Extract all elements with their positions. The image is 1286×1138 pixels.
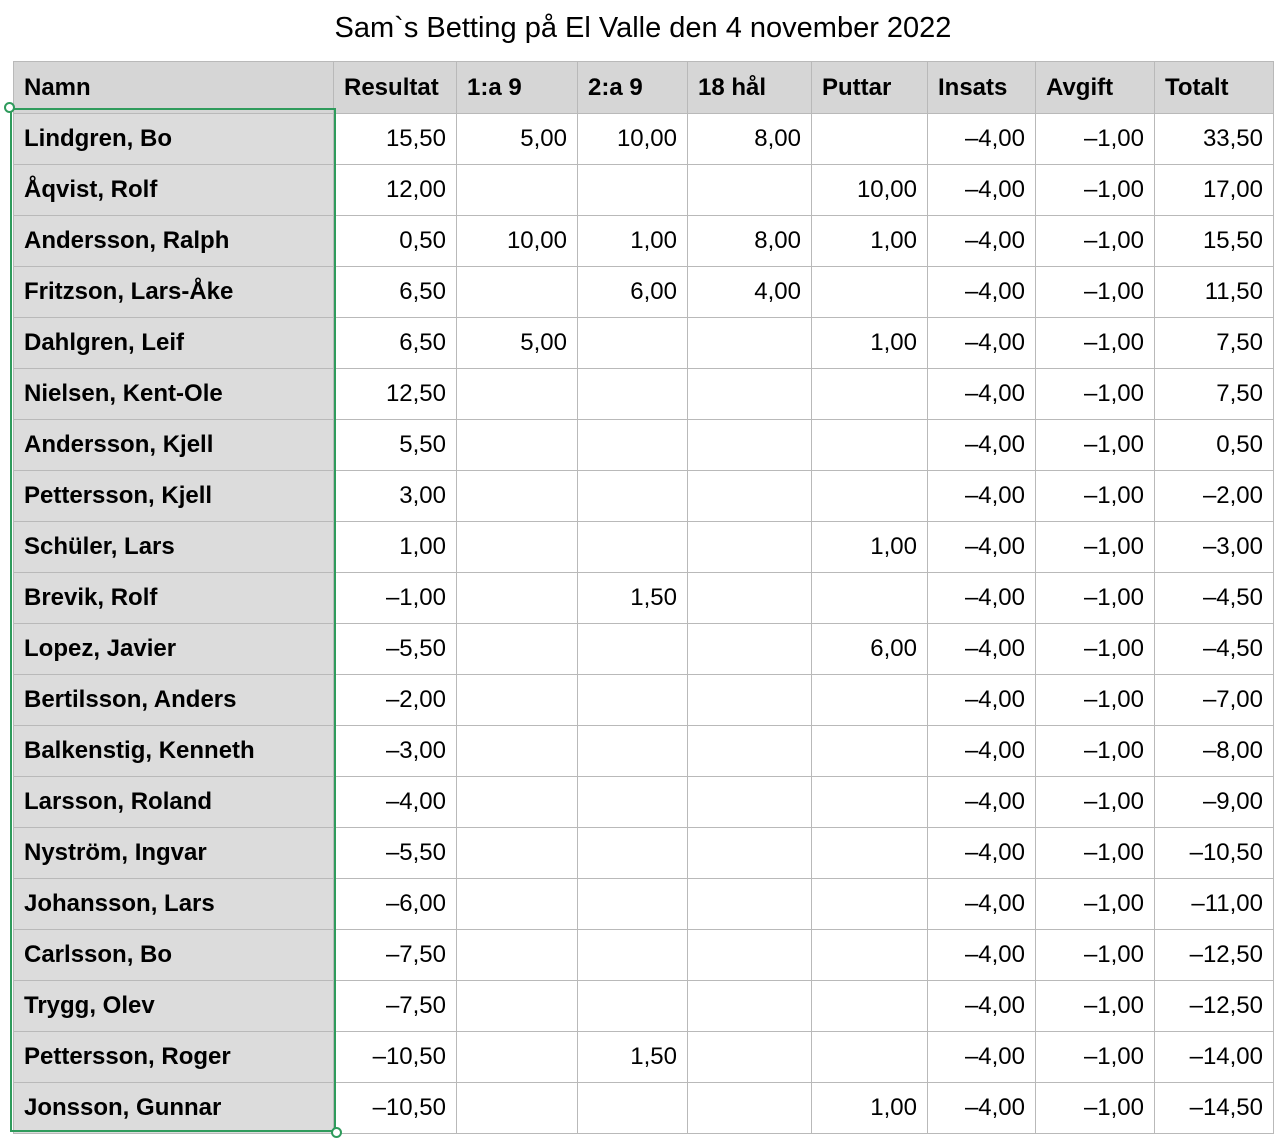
value-cell[interactable]	[457, 1083, 578, 1134]
value-cell[interactable]: –7,50	[334, 981, 457, 1032]
value-cell[interactable]: 6,50	[334, 318, 457, 369]
value-cell[interactable]: –1,00	[1036, 1032, 1155, 1083]
value-cell[interactable]	[457, 165, 578, 216]
spreadsheet-table[interactable]	[13, 61, 1274, 1134]
column-header[interactable]: Insats	[928, 62, 1036, 114]
value-cell[interactable]	[812, 420, 928, 471]
value-cell[interactable]	[457, 726, 578, 777]
value-cell[interactable]: –1,00	[1036, 981, 1155, 1032]
name-cell[interactable]: Balkenstig, Kenneth	[14, 726, 334, 777]
value-cell[interactable]: –4,00	[928, 471, 1036, 522]
value-cell[interactable]	[688, 828, 812, 879]
value-cell[interactable]: 12,50	[334, 369, 457, 420]
name-cell[interactable]: Lindgren, Bo	[14, 114, 334, 165]
value-cell[interactable]	[812, 930, 928, 981]
value-cell[interactable]	[812, 573, 928, 624]
value-cell[interactable]: 10,00	[812, 165, 928, 216]
value-cell[interactable]	[578, 318, 688, 369]
value-cell[interactable]: –1,00	[1036, 471, 1155, 522]
value-cell[interactable]: 33,50	[1155, 114, 1274, 165]
column-header[interactable]: 1:a 9	[457, 62, 578, 114]
name-cell[interactable]: Nyström, Ingvar	[14, 828, 334, 879]
value-cell[interactable]	[688, 777, 812, 828]
value-cell[interactable]: –1,00	[1036, 726, 1155, 777]
value-cell[interactable]: –4,00	[928, 267, 1036, 318]
value-cell[interactable]: 6,00	[812, 624, 928, 675]
value-cell[interactable]: 8,00	[688, 114, 812, 165]
value-cell[interactable]: 1,00	[334, 522, 457, 573]
value-cell[interactable]: –12,50	[1155, 981, 1274, 1032]
value-cell[interactable]	[578, 420, 688, 471]
value-cell[interactable]: 8,00	[688, 216, 812, 267]
value-cell[interactable]	[812, 114, 928, 165]
value-cell[interactable]: –4,00	[928, 114, 1036, 165]
table-row	[14, 165, 1274, 216]
value-cell[interactable]	[457, 420, 578, 471]
value-cell[interactable]: –11,00	[1155, 879, 1274, 930]
value-cell[interactable]: –3,00	[334, 726, 457, 777]
value-cell[interactable]: –4,00	[928, 624, 1036, 675]
name-cell[interactable]: Lopez, Javier	[14, 624, 334, 675]
name-cell[interactable]: Nielsen, Kent-Ole	[14, 369, 334, 420]
name-cell[interactable]: Johansson, Lars	[14, 879, 334, 930]
value-cell[interactable]	[688, 879, 812, 930]
table-row	[14, 981, 1274, 1032]
value-cell[interactable]	[578, 777, 688, 828]
value-cell[interactable]: –4,00	[928, 573, 1036, 624]
value-cell[interactable]: –10,50	[1155, 828, 1274, 879]
value-cell[interactable]	[688, 1083, 812, 1134]
value-cell[interactable]: –1,00	[1036, 675, 1155, 726]
value-cell[interactable]	[578, 675, 688, 726]
table-row	[14, 216, 1274, 267]
table-row	[14, 318, 1274, 369]
value-cell[interactable]: –4,00	[928, 828, 1036, 879]
value-cell[interactable]	[457, 369, 578, 420]
value-cell[interactable]: 12,00	[334, 165, 457, 216]
value-cell[interactable]: 15,50	[1155, 216, 1274, 267]
column-header[interactable]: 18 hål	[688, 62, 812, 114]
table-row	[14, 522, 1274, 573]
value-cell[interactable]: –4,00	[928, 981, 1036, 1032]
value-cell[interactable]: –4,00	[334, 777, 457, 828]
value-cell[interactable]: 4,00	[688, 267, 812, 318]
value-cell[interactable]: –10,50	[334, 1083, 457, 1134]
table-row	[14, 267, 1274, 318]
value-cell[interactable]: –8,00	[1155, 726, 1274, 777]
name-cell[interactable]: Dahlgren, Leif	[14, 318, 334, 369]
value-cell[interactable]	[457, 828, 578, 879]
value-cell[interactable]: 5,00	[457, 318, 578, 369]
column-header[interactable]: Puttar	[812, 62, 928, 114]
value-cell[interactable]: 11,50	[1155, 267, 1274, 318]
value-cell[interactable]: –1,00	[1036, 1083, 1155, 1134]
value-cell[interactable]	[812, 981, 928, 1032]
value-cell[interactable]: 1,00	[812, 318, 928, 369]
value-cell[interactable]: –4,00	[928, 318, 1036, 369]
value-cell[interactable]	[578, 828, 688, 879]
table-row	[14, 777, 1274, 828]
value-cell[interactable]: –1,00	[1036, 420, 1155, 471]
name-cell[interactable]: Carlsson, Bo	[14, 930, 334, 981]
value-cell[interactable]	[812, 267, 928, 318]
value-cell[interactable]	[457, 1032, 578, 1083]
value-cell[interactable]: 1,00	[812, 216, 928, 267]
value-cell[interactable]: –4,00	[928, 1032, 1036, 1083]
value-cell[interactable]: 7,50	[1155, 369, 1274, 420]
value-cell[interactable]	[812, 828, 928, 879]
value-cell[interactable]: –1,00	[1036, 114, 1155, 165]
value-cell[interactable]: –2,00	[1155, 471, 1274, 522]
value-cell[interactable]	[578, 471, 688, 522]
value-cell[interactable]	[688, 930, 812, 981]
value-cell[interactable]	[457, 267, 578, 318]
value-cell[interactable]	[812, 1032, 928, 1083]
value-cell[interactable]: –12,50	[1155, 930, 1274, 981]
table-row	[14, 420, 1274, 471]
value-cell[interactable]	[688, 675, 812, 726]
value-cell[interactable]: –1,00	[1036, 573, 1155, 624]
value-cell[interactable]: –6,00	[334, 879, 457, 930]
value-cell[interactable]	[688, 981, 812, 1032]
value-cell[interactable]	[812, 726, 928, 777]
value-cell[interactable]	[578, 522, 688, 573]
value-cell[interactable]: –9,00	[1155, 777, 1274, 828]
value-cell[interactable]: 5,50	[334, 420, 457, 471]
value-cell[interactable]: –4,00	[928, 522, 1036, 573]
value-cell[interactable]	[457, 471, 578, 522]
table-row	[14, 369, 1274, 420]
value-cell[interactable]: –4,50	[1155, 624, 1274, 675]
value-cell[interactable]: –4,50	[1155, 573, 1274, 624]
value-cell[interactable]	[457, 624, 578, 675]
value-cell[interactable]	[688, 522, 812, 573]
name-cell[interactable]: Schüler, Lars	[14, 522, 334, 573]
value-cell[interactable]: –4,00	[928, 777, 1036, 828]
value-cell[interactable]	[688, 624, 812, 675]
value-cell[interactable]	[812, 471, 928, 522]
value-cell[interactable]: –14,00	[1155, 1032, 1274, 1083]
value-cell[interactable]: 1,00	[812, 1083, 928, 1134]
value-cell[interactable]: –1,00	[1036, 369, 1155, 420]
name-cell[interactable]: Andersson, Kjell	[14, 420, 334, 471]
column-header[interactable]: Totalt	[1155, 62, 1274, 114]
value-cell[interactable]: –4,00	[928, 726, 1036, 777]
selection-handle-bottom-right[interactable]	[331, 1127, 342, 1138]
value-cell[interactable]: –1,00	[1036, 879, 1155, 930]
value-cell[interactable]: –14,50	[1155, 1083, 1274, 1134]
value-cell[interactable]: 5,00	[457, 114, 578, 165]
value-cell[interactable]	[578, 369, 688, 420]
name-cell[interactable]: Jonsson, Gunnar	[14, 1083, 334, 1134]
value-cell[interactable]: 6,50	[334, 267, 457, 318]
column-header[interactable]: 2:a 9	[578, 62, 688, 114]
value-cell[interactable]: 6,00	[578, 267, 688, 318]
value-cell[interactable]: 1,00	[812, 522, 928, 573]
value-cell[interactable]: –7,00	[1155, 675, 1274, 726]
value-cell[interactable]: 0,50	[1155, 420, 1274, 471]
value-cell[interactable]: 1,50	[578, 1032, 688, 1083]
value-cell[interactable]	[578, 981, 688, 1032]
column-header[interactable]: Avgift	[1036, 62, 1155, 114]
value-cell[interactable]	[812, 879, 928, 930]
value-cell[interactable]: 7,50	[1155, 318, 1274, 369]
table-body	[14, 114, 1274, 1134]
value-cell[interactable]	[688, 471, 812, 522]
value-cell[interactable]: 10,00	[578, 114, 688, 165]
value-cell[interactable]: –5,50	[334, 624, 457, 675]
table-row	[14, 879, 1274, 930]
column-header[interactable]: Namn	[14, 62, 334, 114]
value-cell[interactable]: –1,00	[334, 573, 457, 624]
value-cell[interactable]	[812, 777, 928, 828]
table-row	[14, 1032, 1274, 1083]
value-cell[interactable]: 17,00	[1155, 165, 1274, 216]
header-row	[14, 62, 1274, 114]
table-row	[14, 114, 1274, 165]
value-cell[interactable]	[688, 318, 812, 369]
value-cell[interactable]	[578, 930, 688, 981]
value-cell[interactable]: –4,00	[928, 930, 1036, 981]
value-cell[interactable]	[812, 369, 928, 420]
name-cell[interactable]: Trygg, Olev	[14, 981, 334, 1032]
value-cell[interactable]: 15,50	[334, 114, 457, 165]
value-cell[interactable]: –1,00	[1036, 216, 1155, 267]
value-cell[interactable]	[688, 573, 812, 624]
value-cell[interactable]: –1,00	[1036, 267, 1155, 318]
table-row	[14, 930, 1274, 981]
value-cell[interactable]: –1,00	[1036, 624, 1155, 675]
table-row	[14, 471, 1274, 522]
value-cell[interactable]: –4,00	[928, 369, 1036, 420]
value-cell[interactable]	[457, 879, 578, 930]
value-cell[interactable]: –5,50	[334, 828, 457, 879]
value-cell[interactable]: –2,00	[334, 675, 457, 726]
name-cell[interactable]: Bertilsson, Anders	[14, 675, 334, 726]
value-cell[interactable]	[457, 981, 578, 1032]
table-row	[14, 675, 1274, 726]
value-cell[interactable]: –1,00	[1036, 165, 1155, 216]
value-cell[interactable]	[688, 165, 812, 216]
value-cell[interactable]	[812, 675, 928, 726]
name-cell[interactable]: Fritzson, Lars-Åke	[14, 267, 334, 318]
value-cell[interactable]	[688, 1032, 812, 1083]
value-cell[interactable]	[578, 879, 688, 930]
value-cell[interactable]	[578, 1083, 688, 1134]
value-cell[interactable]	[457, 522, 578, 573]
value-cell[interactable]: –4,00	[928, 675, 1036, 726]
value-cell[interactable]: –4,00	[928, 165, 1036, 216]
name-cell[interactable]: Åqvist, Rolf	[14, 165, 334, 216]
table-row	[14, 573, 1274, 624]
value-cell[interactable]	[457, 930, 578, 981]
value-cell[interactable]	[578, 624, 688, 675]
value-cell[interactable]	[578, 165, 688, 216]
value-cell[interactable]: –4,00	[928, 216, 1036, 267]
value-cell[interactable]: –3,00	[1155, 522, 1274, 573]
value-cell[interactable]: –4,00	[928, 1083, 1036, 1134]
table-row	[14, 828, 1274, 879]
value-cell[interactable]: 1,50	[578, 573, 688, 624]
value-cell[interactable]: 3,00	[334, 471, 457, 522]
name-cell[interactable]: Pettersson, Roger	[14, 1032, 334, 1083]
value-cell[interactable]	[457, 573, 578, 624]
value-cell[interactable]: –1,00	[1036, 930, 1155, 981]
table-row	[14, 726, 1274, 777]
value-cell[interactable]: –1,00	[1036, 777, 1155, 828]
name-cell[interactable]: Larsson, Roland	[14, 777, 334, 828]
name-cell[interactable]: Andersson, Ralph	[14, 216, 334, 267]
table-row	[14, 624, 1274, 675]
value-cell[interactable]: –4,00	[928, 879, 1036, 930]
value-cell[interactable]	[688, 420, 812, 471]
value-cell[interactable]	[688, 726, 812, 777]
value-cell[interactable]	[578, 726, 688, 777]
value-cell[interactable]: –1,00	[1036, 828, 1155, 879]
name-cell[interactable]: Pettersson, Kjell	[14, 471, 334, 522]
value-cell[interactable]: 10,00	[457, 216, 578, 267]
value-cell[interactable]	[688, 369, 812, 420]
value-cell[interactable]: –7,50	[334, 930, 457, 981]
value-cell[interactable]	[457, 777, 578, 828]
value-cell[interactable]: –10,50	[334, 1032, 457, 1083]
column-header[interactable]: Resultat	[334, 62, 457, 114]
name-cell[interactable]: Brevik, Rolf	[14, 573, 334, 624]
value-cell[interactable]: 1,00	[578, 216, 688, 267]
table-row	[14, 1083, 1274, 1134]
value-cell[interactable]: –1,00	[1036, 318, 1155, 369]
value-cell[interactable]: –4,00	[928, 420, 1036, 471]
value-cell[interactable]: 0,50	[334, 216, 457, 267]
sheet-title: Sam`s Betting på El Valle den 4 november 2022	[334, 12, 952, 44]
value-cell[interactable]	[457, 675, 578, 726]
value-cell[interactable]: –1,00	[1036, 522, 1155, 573]
selection-handle-top-left[interactable]	[4, 102, 15, 113]
